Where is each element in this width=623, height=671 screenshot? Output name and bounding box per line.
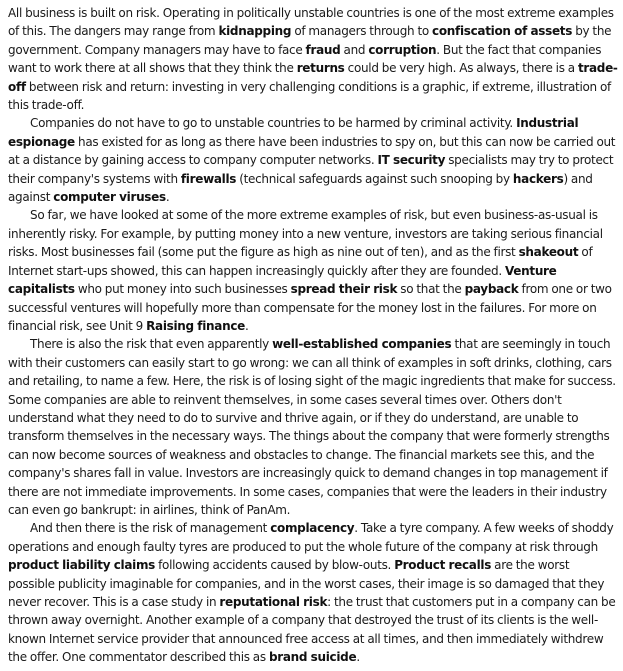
key-term: brand suicide	[268, 650, 357, 665]
key-term: firewalls	[180, 171, 237, 186]
text-run: So far, we have looked at some of the more extreme examples of risk, but even business-as-usual is inherently risky. For example, by putting money into a new venture, investors are taking serious financial risks. Most businesses fail (some put the figure as high as nine out of ten), and as the first	[8, 208, 603, 260]
key-term: Venture capitalists	[8, 263, 557, 297]
key-term: fraud	[305, 42, 341, 57]
key-term: well-established companies	[272, 337, 452, 352]
text-run: There is also the risk that even apparently	[30, 337, 273, 352]
key-term: shakeout	[518, 245, 579, 260]
text-run: specialists may try to protect their company's systems with	[8, 153, 614, 186]
key-term: confiscation of assets	[432, 24, 573, 39]
text-run: so that the	[397, 282, 465, 297]
text-run: between risk and return: investing in very challenging conditions is a graphic, if extreme, illustration of this trade-off.	[8, 79, 611, 113]
text-run: Companies do not have to go to unstable countries to be harmed by criminal activity.	[30, 116, 517, 131]
key-term: complacency	[270, 521, 355, 536]
text-run: ) and against	[8, 171, 593, 205]
key-term: computer viruses	[53, 190, 166, 205]
text-run: of Internet start-ups showed, this can happen increasingly quickly after they are founded.	[8, 245, 593, 278]
text-run: could be very high. As always, there is a	[344, 61, 578, 76]
paragraph-kidnapping-and-fraud	[8, 4, 619, 114]
key-term: IT security	[377, 153, 446, 168]
text-run: All business is built on risk. Operating in politically unstable countries is one of the most extreme examples of this. The dangers may range from	[8, 6, 614, 39]
text-run: from one or two successful ventures will hopefully more than compensate for the money lost in the failures. For more on financial risk, see Unit 9	[8, 282, 612, 333]
text-run: .	[356, 650, 360, 665]
text-run: are the worst possible publicity imaginable for companies, and in the worst cases, their image is so damaged that they never recover. This is a case study in	[8, 558, 605, 609]
text-run: : the trust that customers put in a company can be thrown away overnight. Another example of a company that destroyed the trust of its clients is the well-known Internet service provider that announced free access at all times, and then immediately withdrew the offer. One commentator described this as	[8, 595, 616, 665]
text-run: . But the fact that companies want to work there at all shows that they think the	[8, 42, 602, 76]
paragraph-venture-capital	[8, 206, 619, 335]
key-term: Product recalls	[394, 558, 492, 573]
key-term: Raising finance	[146, 318, 245, 333]
text-run: by the government. Company managers may have to face	[8, 24, 612, 57]
key-term: hackers	[512, 171, 564, 186]
key-term: product liability claims	[8, 558, 155, 573]
text-run: of managers through to	[291, 24, 433, 39]
text-run: that are seemingly in touch with their customers can easily start to go wrong: we can all think of examples in soft drinks, clothing, cars and retailing, to name a few. Here, the risk is of losing sight of the magic ingredients that make for success. Some companies are able to reinvent themselves, in some cases several times over. Others don't understand what they need to do to survive and thrive again, or if they do understand, are unable to transform themselves in the necessary ways. The things about the company that were formerly strengths can now become sources of weakness and obstacles to change. The financial markets see this, and the company's shares fall in value. Investors are increasingly quick to demand changes in top management if there are not immediate improvements. In some cases, companies that were the leaders in their industry can even go bankrupt: in airlines, think of PanAm.	[8, 337, 616, 517]
paragraph-complacency	[8, 519, 619, 666]
paragraph-well-established-companies	[8, 335, 619, 519]
key-term: spread their risk	[290, 282, 398, 297]
text-run: .	[244, 318, 249, 333]
text-run: And then there is the risk of management	[30, 521, 271, 536]
key-term: payback	[464, 282, 519, 297]
key-term: kidnapping	[218, 24, 292, 39]
text-run: .	[165, 190, 170, 205]
paragraph-industrial-espionage	[8, 114, 619, 206]
text-run: who put money into such businesses	[74, 282, 291, 297]
text-run: . Take a tyre company. A few weeks of shoddy operations and enough faulty tyres are produced to put the whole future of the company at risk through	[8, 521, 614, 554]
key-term: corruption	[368, 42, 437, 57]
text-run: and	[340, 42, 369, 57]
key-term: returns	[296, 61, 345, 76]
key-term: trade-off	[8, 61, 618, 94]
text-run: following accidents caused by blow-outs.	[155, 558, 395, 573]
text-run: has existed for as long as there have been industries to spy on, but this can now be carried out at a distance by gaining access to company computer networks.	[8, 134, 616, 168]
text-run: (technical safeguards against such snooping by	[236, 171, 513, 186]
key-term: reputational risk	[219, 595, 328, 609]
key-term: Industrial espionage	[8, 116, 579, 149]
